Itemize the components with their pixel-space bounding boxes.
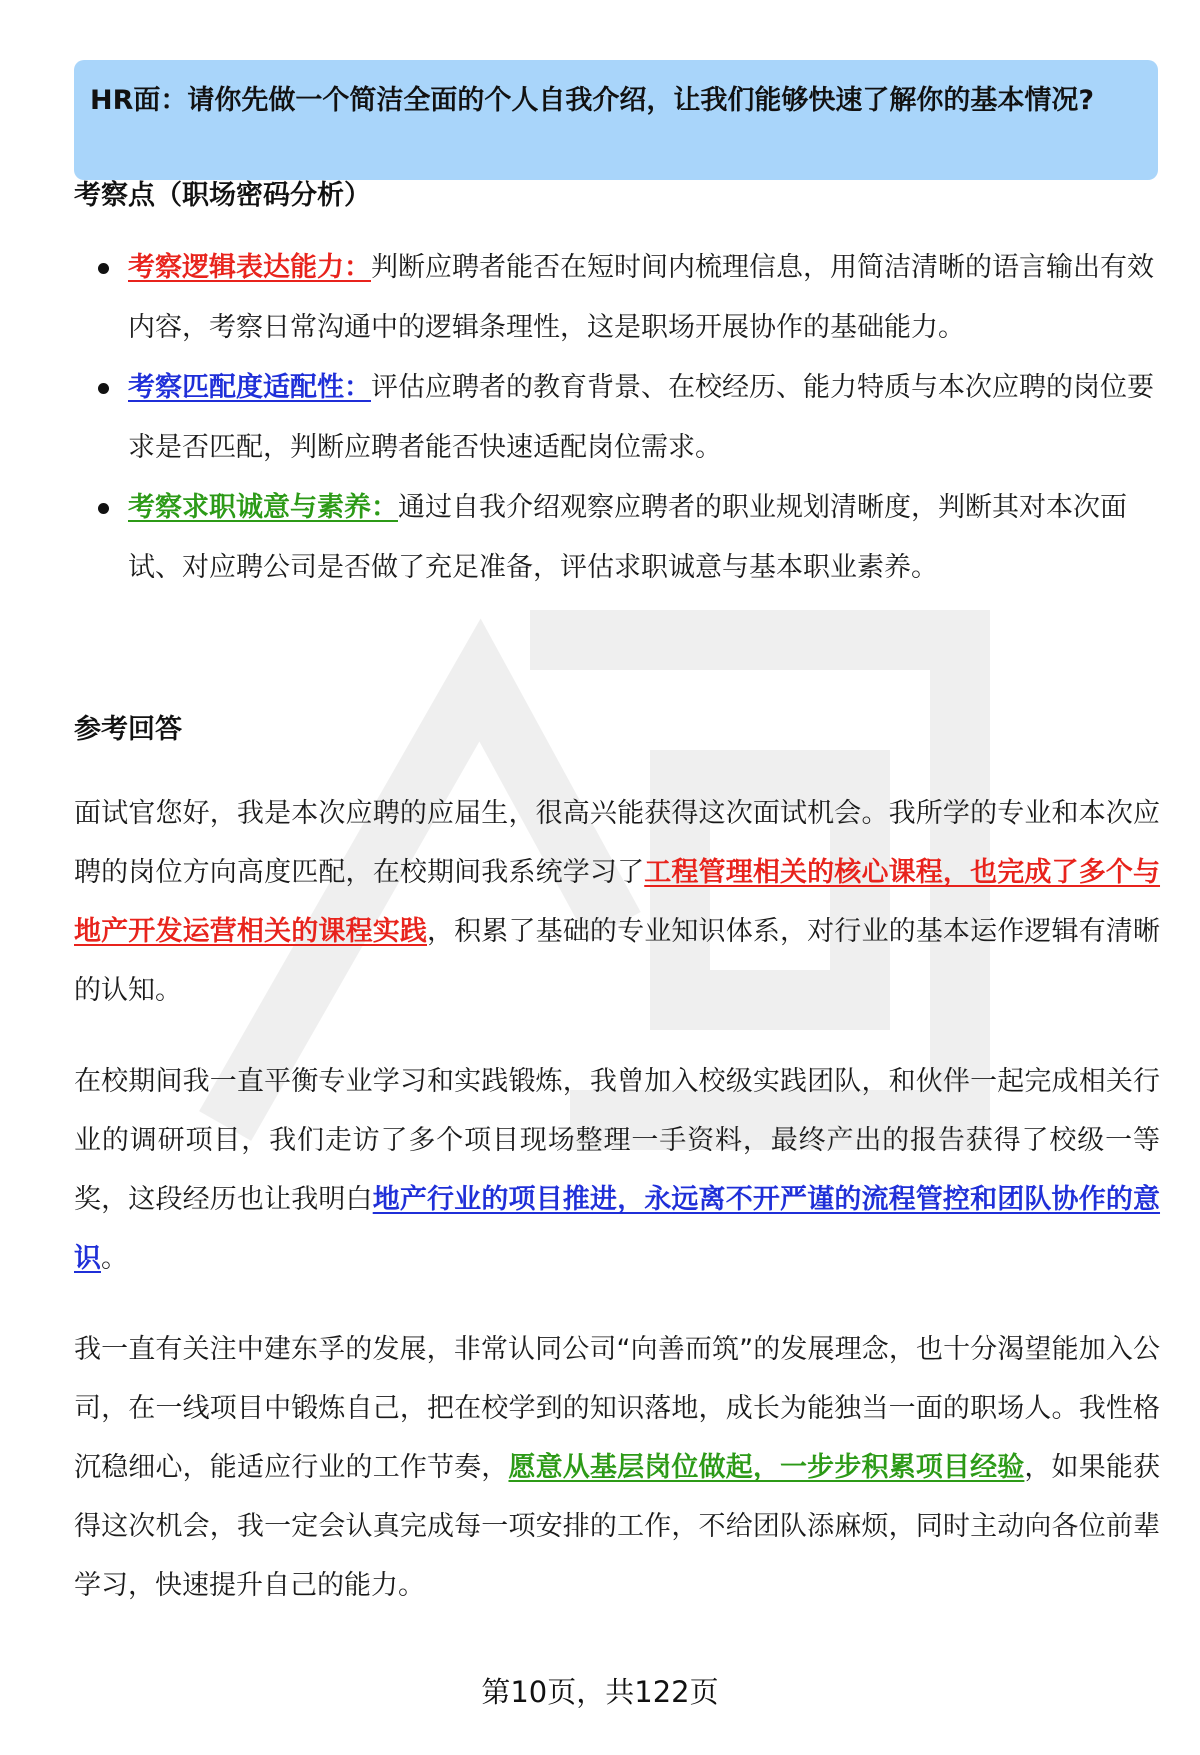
analysis-title: 考察点（职场密码分析） [74,180,371,211]
answer-paragraph-1 [74,784,1160,1020]
analysis-item-logic [74,238,1164,358]
question-text: HR面：请你先做一个简洁全面的个人自我介绍，让我们能够快速了解你的基本情况? [90,85,1095,116]
analysis-label-match: 考察匹配度适配性： [128,372,371,403]
answer-p3-before: 我一直有关注中建东孚的发展，非常认同公司“向善而筑”的发展理念，也十分渴望能加入公司，在一线项目中锻炼自己，把在校学到的知识落地，成长为能独当一面的职场人。我性格沉稳细心，能适应行业的工作节奏， [74,1334,1160,1483]
analysis-text-logic: 判断应聘者能否在短时间内梳理信息，用简洁清晰的语言输出有效内容，考察日常沟通中的逻辑条理性，这是职场开展协作的基础能力。 [128,252,1154,343]
answer-p1-after: ，积累了基础的专业知识体系，对行业的基本运作逻辑有清晰的认知。 [74,916,1160,1006]
analysis-text-match: 评估应聘者的教育背景、在校经历、能力特质与本次应聘的岗位要求是否匹配，判断应聘者能否快速适配岗位需求。 [128,372,1154,463]
analysis-label-logic: 考察逻辑表达能力： [128,252,371,283]
answer-paragraph-3 [74,1320,1160,1615]
bullet-dot-icon [98,263,109,274]
analysis-list [74,252,1164,598]
analysis-item-sincerity [74,478,1164,598]
answer-p3-highlight: 愿意从基层岗位做起，一步步积累项目经验 [508,1452,1025,1483]
bullet-dot-icon [98,383,109,394]
question-box [74,60,1158,180]
answer-p2-before: 在校期间我一直平衡专业学习和实践锻炼，我曾加入校级实践团队，和伙伴一起完成相关行业的调研项目，我们走访了多个项目现场整理一手资料，最终产出的报告获得了校级一等奖，这段经历也让我明白 [74,1066,1160,1215]
analysis-item-match [74,358,1164,478]
answer-title: 参考回答 [74,714,182,745]
page-number: 第10页，共122页 [481,1675,719,1709]
answer-p1-before: 面试官您好，我是本次应聘的应届生，很高兴能获得这次面试机会。我所学的专业和本次应聘的岗位方向高度匹配，在校期间我系统学习了 [74,798,1160,888]
answer-p2-highlight: 地产行业的项目推进，永远离不开严谨的流程管控和团队协作的意识 [74,1184,1161,1274]
analysis-text-sincerity: 通过自我介绍观察应聘者的职业规划清晰度，判断其对本次面试、对应聘公司是否做了充足准备，评估求职诚意与基本职业素养。 [128,492,1127,583]
answer-p2-after: 。 [101,1243,128,1274]
bullet-dot-icon [98,503,109,514]
analysis-label-sincerity: 考察求职诚意与素养： [128,492,398,523]
answer-paragraph-2 [74,1052,1160,1288]
answer-p3-after: ，如果能获得这次机会，我一定会认真完成每一项安排的工作，不给团队添麻烦，同时主动向各位前辈学习，快速提升自己的能力。 [74,1452,1161,1601]
answer-p1-highlight: 工程管理相关的核心课程，也完成了多个与地产开发运营相关的课程实践 [74,857,1161,947]
